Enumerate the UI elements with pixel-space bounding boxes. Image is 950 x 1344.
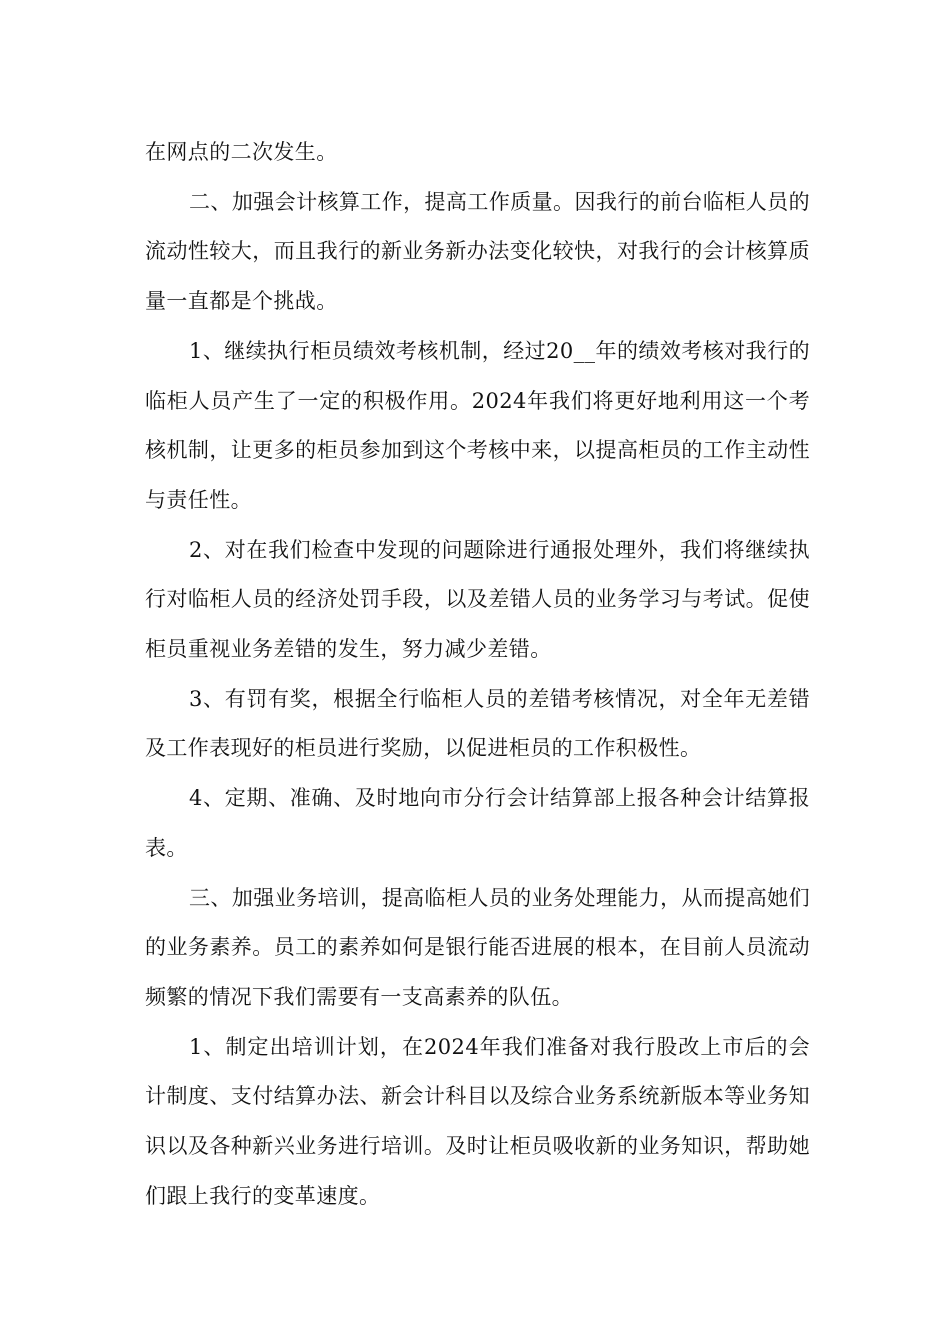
document-body: [145, 128, 810, 1221]
paragraph-section-2-heading: 二、加强会计核算工作，提高工作质量。因我行的前台临柜人员的流动性较大，而且我行的新业务新办法变化较快，对我行的会计核算质量一直都是个挑战。: [145, 189, 810, 314]
paragraph-item-4: 4、定期、准确、及时地向市分行会计结算部上报各种会计结算报表。: [145, 786, 810, 860]
paragraph-continuation: 在网点的二次发生。: [145, 140, 338, 164]
paragraph-item-1-training: 1、制定出培训计划，在2024年我们准备对我行股改上市后的会计制度、支付结算办法、新会计科目以及综合业务系统新版本等业务知识以及各种新兴业务进行培训。及时让柜员吸收新的业务知识，帮助她们跟上我行的变革速度。: [145, 1034, 810, 1208]
paragraph-section-3-heading: 三、加强业务培训，提高临柜人员的业务处理能力，从而提高她们的业务素养。员工的素养如何是银行能否进展的根本，在目前人员流动频繁的情况下我们需要有一支高素养的队伍。: [145, 885, 810, 1009]
paragraph-item-2: 2、对在我们检查中发现的问题除进行通报处理外，我们将继续执行对临柜人员的经济处罚手段，以及差错人员的业务学习与考试。促使柜员重视业务差错的发生，努力减少差错。: [145, 537, 810, 662]
paragraph-item-1: 1、继续执行柜员绩效考核机制，经过20__年的绩效考核对我行的临柜人员产生了一定的积极作用。2024年我们将更好地利用这一个考核机制，让更多的柜员参加到这个考核中来，以提高柜员的工作主动性与责任性。: [145, 338, 810, 512]
paragraph-item-3: 3、有罚有奖，根据全行临柜人员的差错考核情况，对全年无差错及工作表现好的柜员进行奖励，以促进柜员的工作积极性。: [145, 686, 810, 761]
